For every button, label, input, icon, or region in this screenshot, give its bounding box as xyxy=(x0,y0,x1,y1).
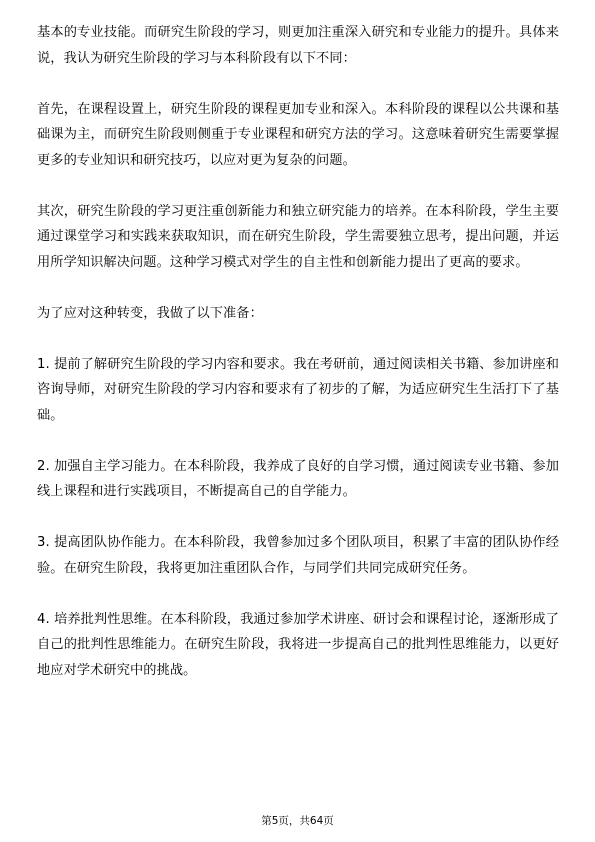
paragraph: 基本的专业技能。而研究生阶段的学习，则更加注重深入研究和专业能力的提升。具体来说，我认为研究生阶段的学习与本科阶段有以下不同： xyxy=(37,25,559,66)
paragraph-gap xyxy=(37,173,559,199)
list-item: 2. 加强自主学习能力。在本科阶段，我养成了良好的自学习惯，通过阅读专业书籍、参加线上课程和进行实践项目，不断提高自己的自学能力。 xyxy=(37,458,559,499)
paragraph-gap xyxy=(37,326,559,352)
list-item: 1. 提前了解研究生阶段的学习内容和要求。我在考研前，通过阅读相关书籍、参加讲座和咨询导师，对研究生阶段的学习内容和要求有了初步的了解，为适应研究生生活打下了基础。 xyxy=(37,356,559,423)
list-item: 4. 培养批判性思维。在本科阶段，我通过参加学术讲座、研讨会和课程讨论，逐渐形成了自己的批判性思维能力。在研究生阶段，我将进一步提高自己的批判性思维能力，以更好地应对学术研究中的挑战。 xyxy=(37,611,559,678)
paragraph-gap xyxy=(37,275,559,301)
paragraph-gap xyxy=(37,428,559,454)
paragraph-gap xyxy=(37,71,559,97)
paragraph: 首先，在课程设置上，研究生阶段的课程更加专业和深入。本科阶段的课程以公共课和基础课为主，而研究生阶段则侧重于专业课程和研究方法的学习。这意味着研究生需要掌握更多的专业知识和研究技巧，以应对更为复杂的问题。 xyxy=(37,101,559,168)
document-body xyxy=(37,20,559,683)
page-number: 第5页，共64页 xyxy=(261,815,334,827)
list-item: 3. 提高团队协作能力。在本科阶段，我曾参加过多个团队项目，积累了丰富的团队协作经验。在研究生阶段，我将更加注重团队合作，与同学们共同完成研究任务。 xyxy=(37,535,559,576)
paragraph: 其次，研究生阶段的学习更注重创新能力和独立研究能力的培养。在本科阶段，学生主要通过课堂学习和实践来获取知识，而在研究生阶段，学生需要独立思考，提出问题，并运用所学知识解决问题。这种学习模式对学生的自主性和创新能力提出了更高的要求。 xyxy=(37,203,559,270)
paragraph-gap xyxy=(37,505,559,531)
paragraph: 为了应对这种转变，我做了以下准备： xyxy=(37,305,263,321)
paragraph-gap xyxy=(37,581,559,607)
